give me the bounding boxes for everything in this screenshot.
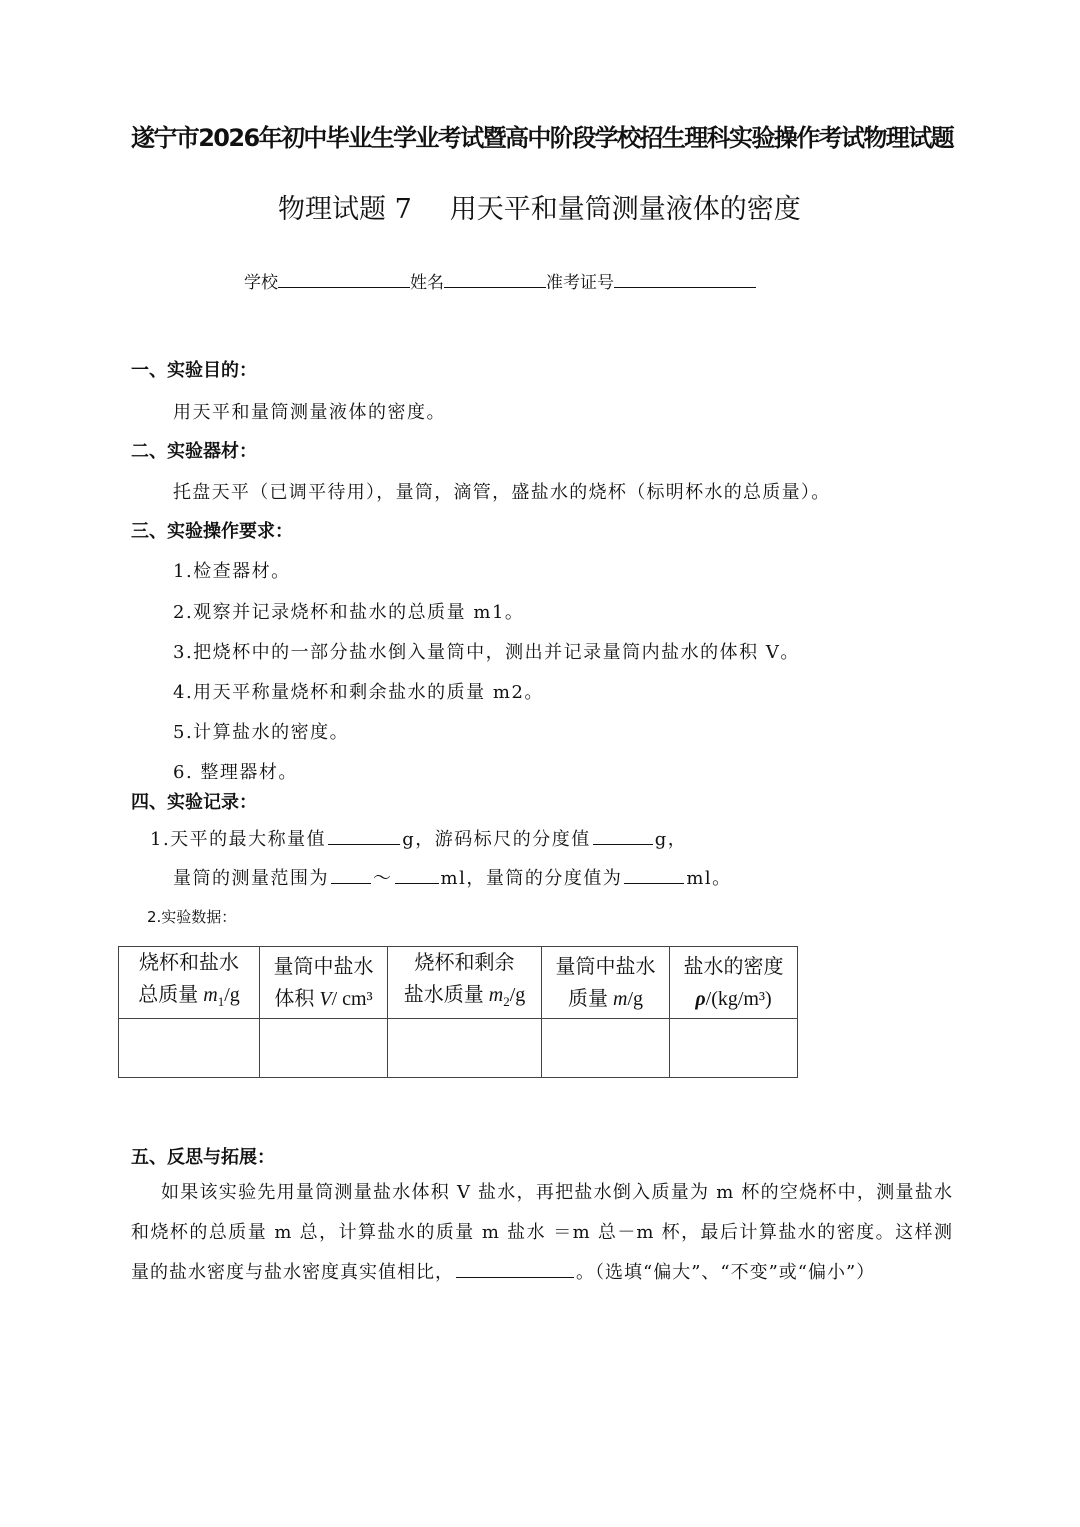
header-cell: 烧杯和剩余 盐水质量 $m_2/g$	[388, 947, 542, 1019]
data-cell[interactable]	[542, 1019, 670, 1078]
operation-step: 6. 整理器材。	[173, 762, 298, 783]
header-cell: 盐水的密度 ρ/(kg/m³)	[670, 947, 798, 1019]
operation-step: 1.检查器材。	[173, 561, 291, 582]
experiment-title	[278, 187, 801, 226]
exam-id-blank[interactable]	[614, 271, 756, 288]
operation-step: 2.观察并记录烧杯和盐水的总质量 m1。	[173, 602, 525, 623]
table-row	[119, 1019, 798, 1078]
purpose-text: 用天平和量筒测量液体的密度。	[173, 402, 446, 423]
operations-heading: 三、实验操作要求：	[131, 521, 293, 542]
cylinder-range-label: 量筒的测量范围为	[173, 868, 329, 889]
unit-text: ml。	[686, 868, 732, 889]
operation-step: 3.把烧杯中的一部分盐水倒入量筒中，测出并记录量筒内盐水的体积 V。	[173, 642, 800, 663]
operation-step: 4.用天平称量烧杯和剩余盐水的质量 m2。	[173, 682, 544, 703]
record-line-2	[173, 864, 732, 890]
operation-step: 5.计算盐水的密度。	[173, 722, 350, 743]
table-header-row	[119, 947, 798, 1019]
balance-capacity-blank[interactable]	[328, 828, 400, 845]
header-cell: 烧杯和盐水 总质量 $m_1/g$	[119, 947, 260, 1019]
school-blank[interactable]	[278, 271, 410, 288]
school-label: 学校	[244, 273, 278, 293]
exam-id-label: 准考证号	[546, 273, 614, 293]
purpose-heading: 一、实验目的：	[131, 360, 257, 381]
header-cell: 量筒中盐水 质量 m/g	[542, 947, 670, 1019]
data-label: 2.实验数据：	[147, 908, 237, 926]
header-cell: 量筒中盐水 体积 V/ cm³	[260, 947, 388, 1019]
data-table	[118, 946, 798, 1078]
balance-capacity-label: 1.天平的最大称量值	[150, 829, 327, 850]
record-line-1	[150, 825, 687, 851]
cylinder-division-blank[interactable]	[624, 867, 684, 884]
unit-text: g，	[654, 829, 688, 850]
candidate-info	[244, 268, 756, 293]
rider-division-blank[interactable]	[593, 828, 653, 845]
data-cell[interactable]	[388, 1019, 542, 1078]
experiment-number: 物理试题 7	[278, 194, 412, 225]
range-min-blank[interactable]	[331, 867, 371, 884]
document-title: 遂宁市2026年初中毕业生学业考试暨高中阶段学校招生理科实验操作考试物理试题	[131, 124, 953, 152]
data-cell[interactable]	[670, 1019, 798, 1078]
equipment-text: 托盘天平（已调平待用），量筒，滴管，盛盐水的烧杯（标明杯水的总质量）。	[173, 482, 831, 503]
reflection-text: 如果该实验先用量筒测量盐水体积 V 盐水，再把盐水倒入质量为 m 杯的空烧杯中，测量盐水和烧杯的总质量 m 总，计算盐水的质量 m 盐水 ＝m 总－m 杯，最后计算盐水的密度。这样测量的盐水密度与盐水密度真实值相比，	[131, 1182, 953, 1283]
rider-division-label: g，游码标尺的分度值	[402, 829, 591, 850]
data-cell[interactable]	[119, 1019, 260, 1078]
range-max-blank[interactable]	[395, 867, 439, 884]
experiment-name: 用天平和量筒测量液体的密度	[449, 194, 801, 225]
name-blank[interactable]	[444, 271, 546, 288]
data-cell[interactable]	[260, 1019, 388, 1078]
record-heading: 四、实验记录：	[131, 792, 257, 813]
range-tilde: ～	[373, 868, 393, 889]
reflection-paragraph	[131, 1173, 953, 1293]
name-label: 姓名	[410, 273, 444, 293]
equipment-heading: 二、实验器材：	[131, 441, 257, 462]
reflection-heading: 五、反思与拓展：	[131, 1147, 275, 1168]
cylinder-division-label: ml，量筒的分度值为	[440, 868, 623, 889]
reflection-answer-blank[interactable]	[456, 1261, 574, 1278]
reflection-choices: 。（选填“偏大”、“不变”或“偏小”）	[576, 1262, 876, 1283]
